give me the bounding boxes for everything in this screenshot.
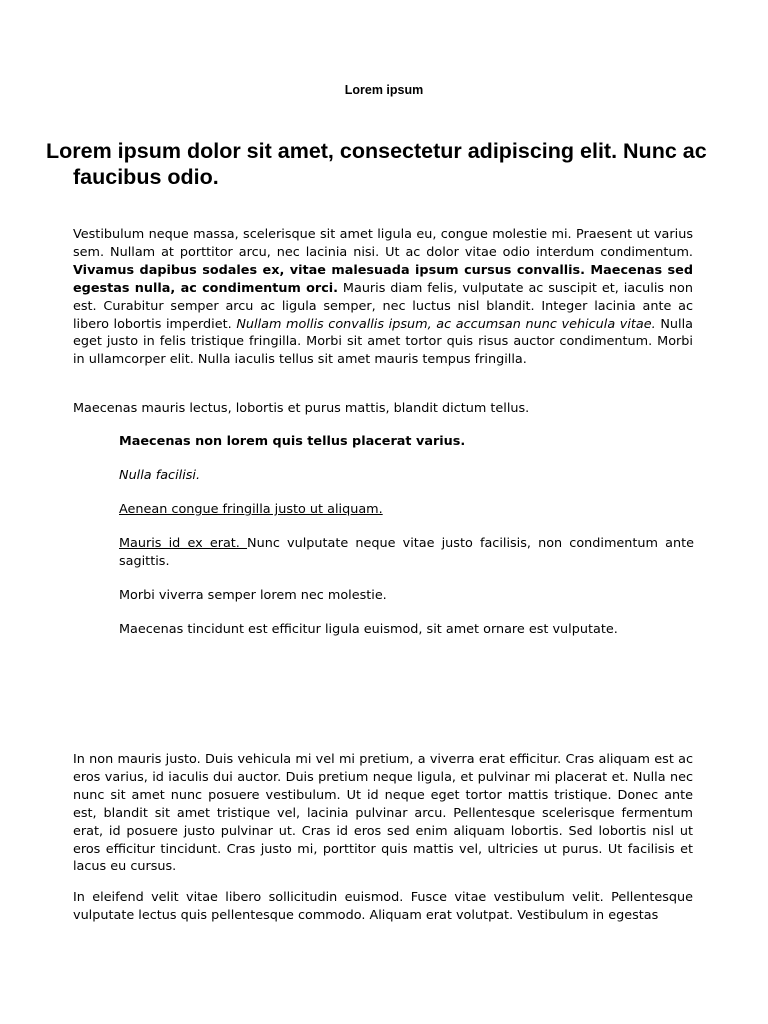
list-item-text: Morbi viverra semper lorem nec molestie. <box>119 588 387 604</box>
paragraph-1-text-a: Vestibulum neque massa, scelerisque sit amet ligula eu, congue molestie mi. Praesent ut varius sem. Nullam at porttitor arcu, nec lacinia nisi. Ut ac dolor vitae odio interdum condimentum. <box>73 227 693 260</box>
list-item <box>96 433 694 451</box>
list-item <box>96 587 694 605</box>
list-item-text <box>119 467 694 485</box>
bullet-icon <box>96 535 119 571</box>
paragraph-3: In non mauris justo. Duis vehicula mi vel mi pretium, a viverra erat efficitur. Cras aliquam est ac eros varius, id iaculis dui auctor. Duis pretium neque ligula, et pulvinar mi placerat et. Nulla nec nunc sit amet nunc posuere vestibulum. Ut id neque eget tortor mattis tristique. Donec ante est, blandit sit amet tristique vel, lacinia pulvinar arcu. Pellentesque scelerisque fermentum erat, id posuere justo pulvinar ut. Cras id eros sed enim aliquam lobortis. Sed lobortis nisl ut eros efficitur tincidunt. Cras justo mi, porttitor quis mattis vel, ultricies ut purus. Ut facilisis et lacus eu cursus. <box>73 752 693 875</box>
list-item-underlined: Mauris id ex erat. <box>119 536 248 552</box>
bullet-icon <box>96 587 119 605</box>
list-item <box>96 501 694 519</box>
list-item-text <box>119 501 694 519</box>
list-item <box>96 621 694 639</box>
paragraph-4: In eleifend velit vitae libero sollicitudin euismod. Fusce vitae vestibulum velit. Pellentesque vulputate lectus quis pellentesque commodo. Aliquam erat volutpat. Vestibulum in egestas <box>73 890 693 923</box>
bullet-icon <box>96 621 119 639</box>
paragraph-1-bold: Vivamus dapibus sodales ex, vitae malesuada ipsum cursus convallis. Maecenas sed egestas nulla, ac condimentum orci. <box>73 262 693 296</box>
paragraph-2: Maecenas mauris lectus, lobortis et purus mattis, blandit dictum tellus. <box>73 401 530 416</box>
list-item-italic: Nulla facilisi. <box>119 468 201 484</box>
paragraph-1-text-c: Nulla eget justo in felis tristique fringilla. Morbi sit amet tortor quis risus auctor condimentum. Morbi in ullamcorper elit. Nulla iaculis tellus sit amet mauris tempus fringilla. <box>73 316 693 368</box>
list-item-underlined: Aenean congue fringilla justo ut aliquam. <box>119 502 383 518</box>
bullet-icon <box>96 501 119 519</box>
paragraph-1-italic: Nullam mollis convallis ipsum, ac accumsan nunc vehicula vitae. <box>236 316 656 332</box>
list-item-rest: Nunc vulputate neque vitae justo facilisis, non condimentum ante sagittis. <box>119 536 694 570</box>
list-item <box>96 467 694 485</box>
list-item-text <box>119 535 694 571</box>
bullet-icon <box>96 433 119 451</box>
bullet-icon <box>96 467 119 485</box>
list-item <box>96 535 694 571</box>
paragraph-1-text-b: Mauris diam felis, vulputate ac suscipit et, iaculis non est. Curabitur semper arcu ac ligula semper, nec luctus nisl blandit. Integer lacinia ante ac libero lobortis imperdiet. <box>73 280 693 332</box>
paragraph-1 <box>73 226 693 369</box>
list-item-text: Maecenas tincidunt est efficitur ligula euismod, sit amet ornare est vulputate. <box>119 622 618 638</box>
page-header-title: Lorem ipsum <box>344 83 424 97</box>
document-heading: Lorem ipsum dolor sit amet, consectetur adipiscing elit. Nunc ac faucibus odio. <box>46 139 707 189</box>
bullet-list <box>96 433 694 655</box>
list-item-bold: Maecenas non lorem quis tellus placerat varius. <box>119 434 466 449</box>
list-item-text <box>119 433 694 451</box>
